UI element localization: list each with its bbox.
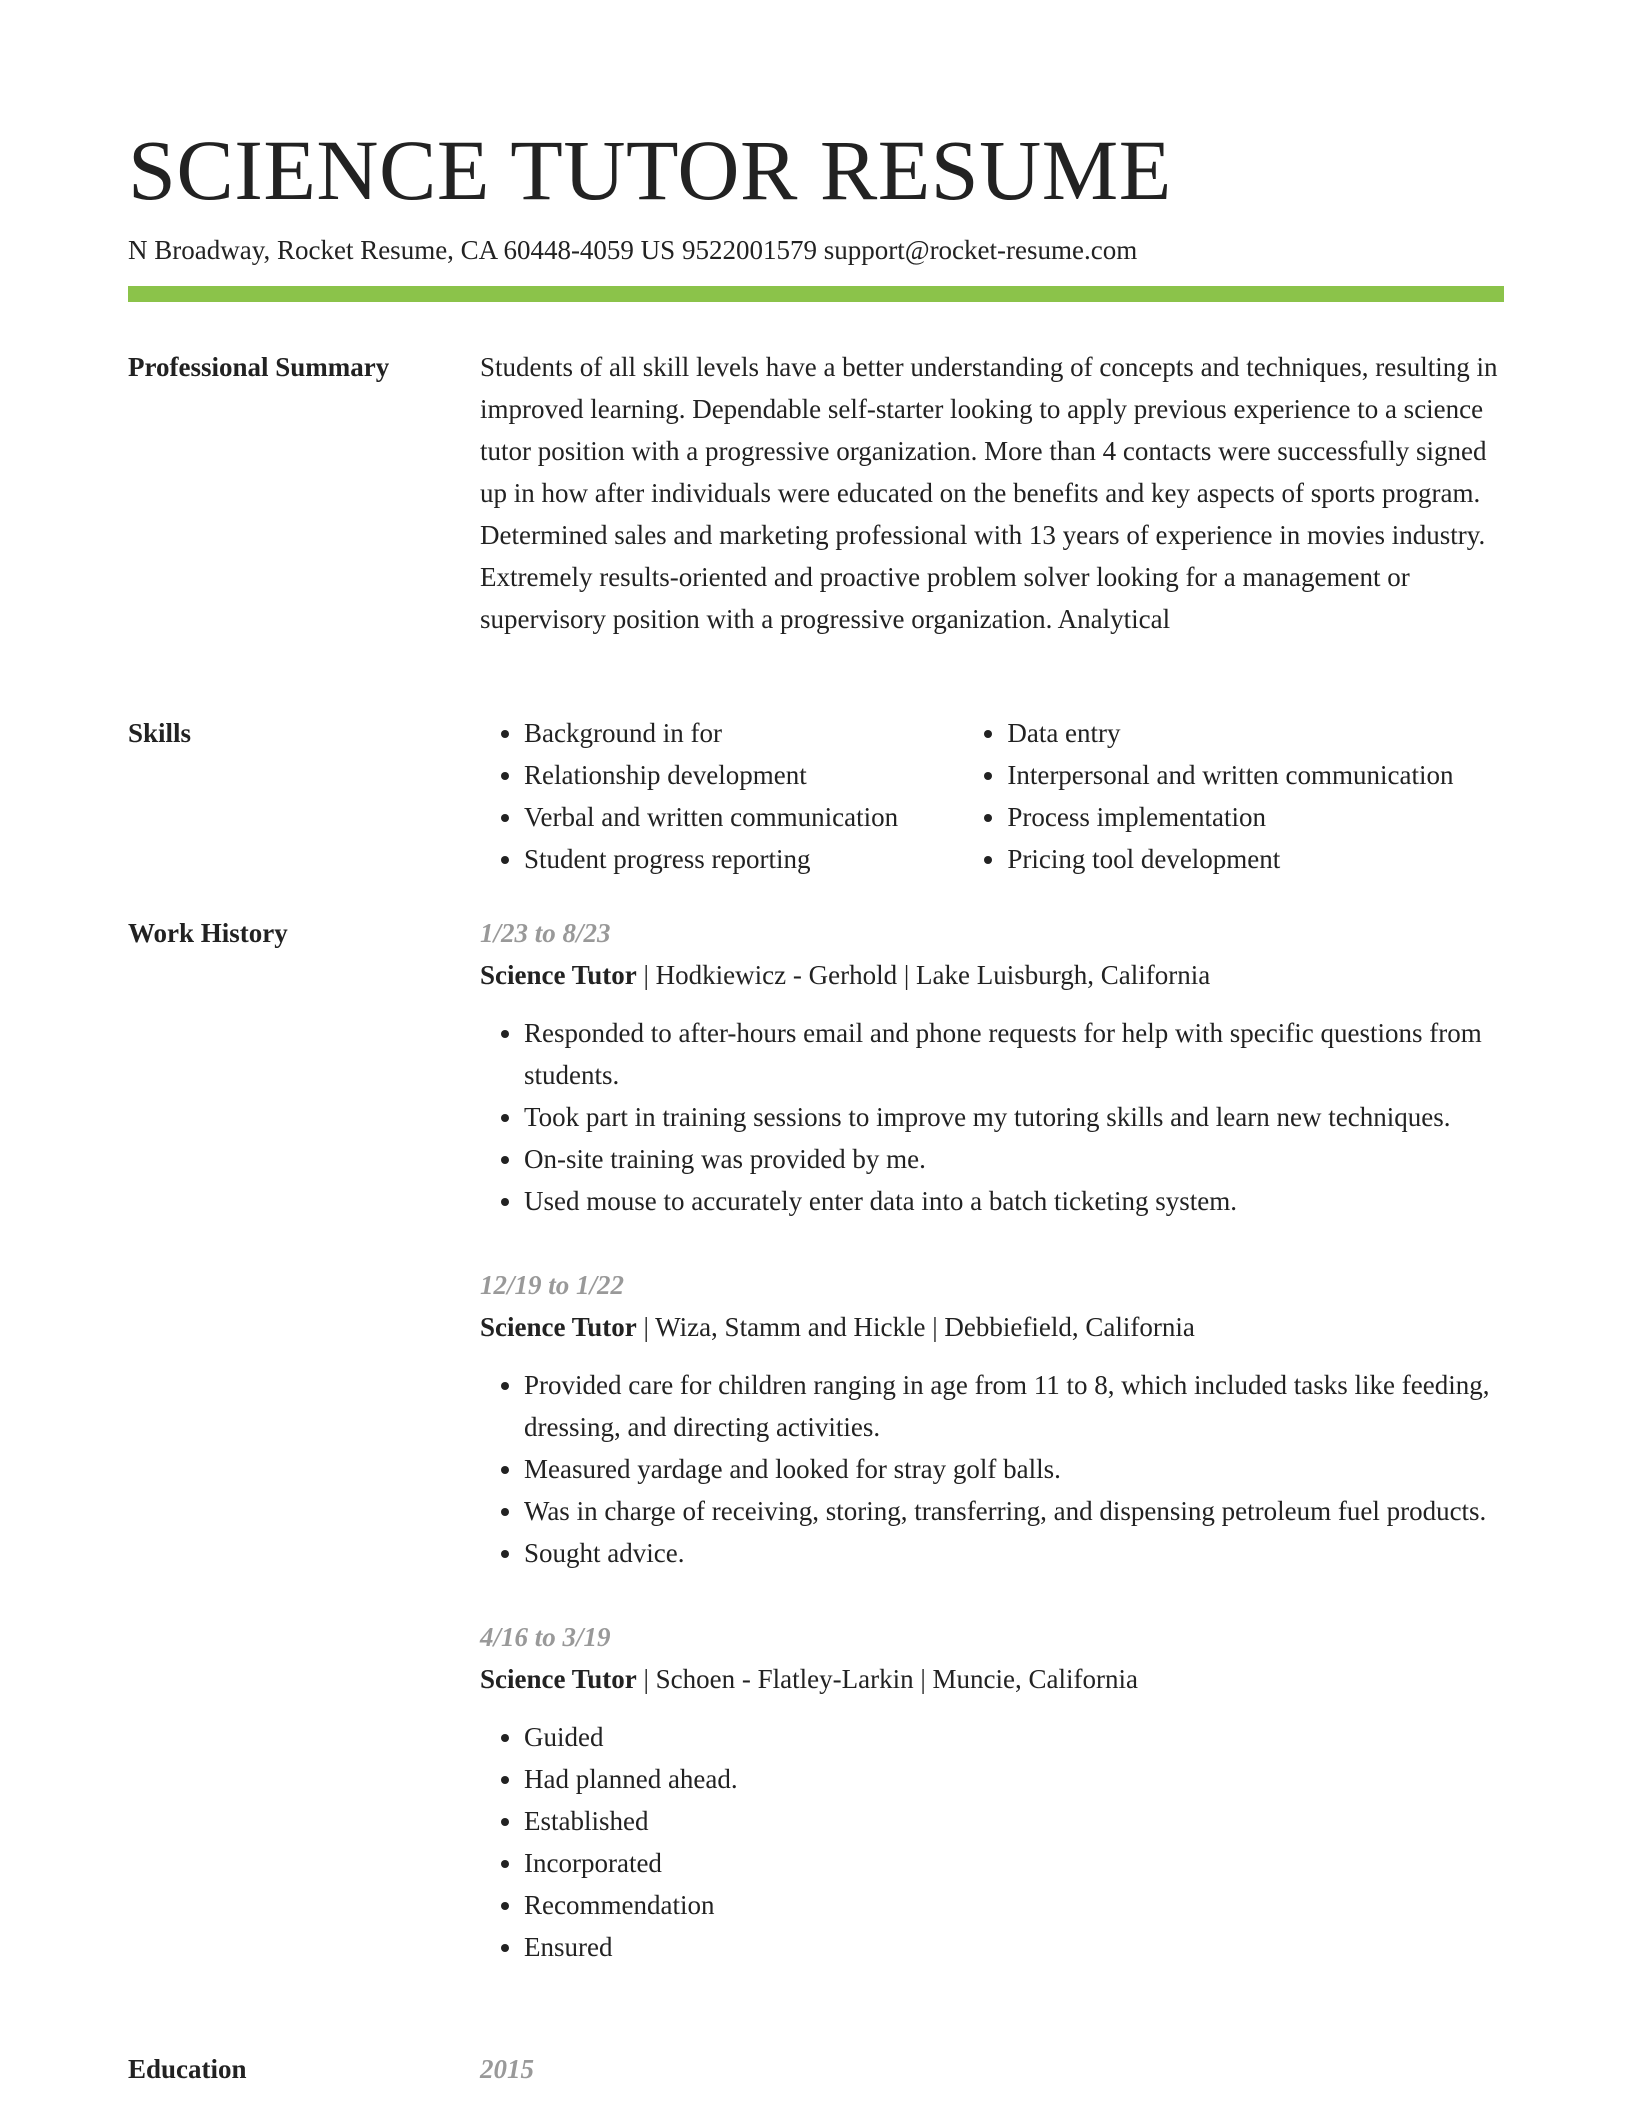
skill-item: • Relationship development <box>524 754 963 796</box>
job-dates: 12/19 to 1/22 <box>480 1270 625 1300</box>
work-history-label: Work History <box>128 918 288 948</box>
skills-list-left <box>480 712 963 880</box>
job-company-location: | Wiza, Stamm and Hickle | Debbiefield, California <box>636 1312 1195 1342</box>
skill-item: • Data entry <box>1007 712 1504 754</box>
resume-title: SCIENCE TUTOR RESUME <box>128 122 1172 218</box>
job-bullet: • Used mouse to accurately enter data into a batch ticketing system. <box>524 1180 1504 1222</box>
summary-label: Professional Summary <box>128 352 390 382</box>
job-bullet: • Established <box>524 1800 1504 1842</box>
job-bullet: • Sought advice. <box>524 1532 1504 1574</box>
skill-item: • Interpersonal and written communication <box>1007 754 1504 796</box>
job-entry <box>480 1264 1504 1574</box>
job-heading <box>480 1306 1504 1348</box>
skills-label: Skills <box>128 718 192 748</box>
job-bullet: • Was in charge of receiving, storing, transferring, and dispensing petroleum fuel products. <box>524 1490 1504 1532</box>
job-bullets <box>480 1364 1504 1574</box>
work-history-body <box>480 912 1504 2010</box>
skill-item: • Process implementation <box>1007 796 1504 838</box>
job-bullet: • Ensured <box>524 1926 1504 1968</box>
job-role: Science Tutor <box>480 960 637 990</box>
skill-item: • Verbal and written communication <box>524 796 963 838</box>
summary-text: Students of all skill levels have a better understanding of concepts and techniques, resulting in improved learning. Dependable self-starter looking to apply previous experience to a science tutor position with a progressive organization. More than 4 contacts were successfully signed up in how after individuals were educated on the benefits and key aspects of sports program. Determined sales and marketing professional with 13 years of experience in movies industry. Extremely results-oriented and proactive problem solver looking for a management or supervisory position with a progressive organization. Analytical <box>480 352 1498 634</box>
job-bullets <box>480 1716 1504 1968</box>
job-bullet: • Had planned ahead. <box>524 1758 1504 1800</box>
job-dates: 1/23 to 8/23 <box>480 918 611 948</box>
education-date: 2015 <box>480 2054 534 2084</box>
job-heading <box>480 1658 1504 1700</box>
skill-item: • Student progress reporting <box>524 838 963 880</box>
skill-item: • Background in for <box>524 712 963 754</box>
job-role: Science Tutor <box>480 1664 637 1694</box>
job-bullet: • Took part in training sessions to improve my tutoring skills and learn new techniques. <box>524 1096 1504 1138</box>
education-label: Education <box>128 2054 247 2084</box>
job-role: Science Tutor <box>480 1312 637 1342</box>
skills-columns <box>480 712 1504 880</box>
job-bullet: • Guided <box>524 1716 1504 1758</box>
skills-body <box>480 712 1504 880</box>
job-entry <box>480 1616 1504 1968</box>
job-dates: 4/16 to 3/19 <box>480 1622 611 1652</box>
contact-line: N Broadway, Rocket Resume, CA 60448-4059 US 9522001579 support@rocket-resume.com <box>128 235 1138 265</box>
job-bullet: • Measured yardage and looked for stray golf balls. <box>524 1448 1504 1490</box>
job-bullet: • On-site training was provided by me. <box>524 1138 1504 1180</box>
education-body <box>480 2048 1504 2090</box>
skill-item: • Pricing tool development <box>1007 838 1504 880</box>
job-bullet: • Provided care for children ranging in age from 11 to 8, which included tasks like feeding, dressing, and directing activities. <box>524 1364 1504 1448</box>
job-bullet: • Responded to after-hours email and phone requests for help with specific questions from students. <box>524 1012 1504 1096</box>
job-company-location: | Hodkiewicz - Gerhold | Lake Luisburgh, California <box>636 960 1211 990</box>
job-bullet: • Recommendation <box>524 1884 1504 1926</box>
job-company-location: | Schoen - Flatley-Larkin | Muncie, California <box>636 1664 1138 1694</box>
summary-body <box>480 346 1504 640</box>
skills-list-right <box>963 712 1504 880</box>
job-entry <box>480 912 1504 1222</box>
job-bullets <box>480 1012 1504 1222</box>
accent-divider <box>128 286 1504 302</box>
job-bullet: • Incorporated <box>524 1842 1504 1884</box>
job-heading <box>480 954 1504 996</box>
